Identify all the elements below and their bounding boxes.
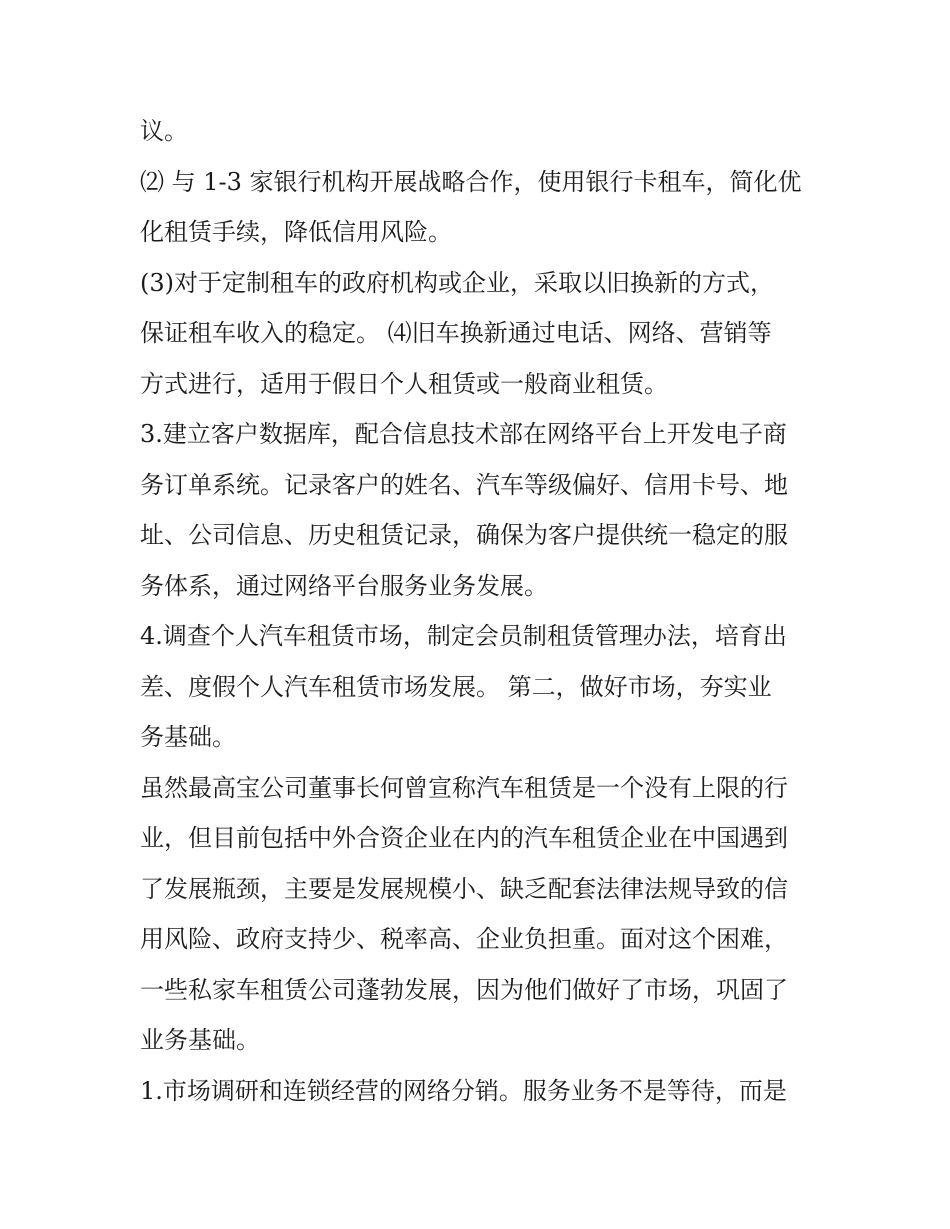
text-line: 了发展瓶颈，主要是发展规模小、缺乏配套法律法规导致的信 — [140, 874, 788, 903]
text-line: 议。 — [140, 117, 188, 145]
text-line: 虽然最高宝公司董事长何曾宣称汽车租赁是一个没有上限的行 — [140, 773, 788, 802]
text-line: 保证租车收入的稳定。 ⑷旧车换新通过电话、网络、营销等 — [140, 319, 772, 347]
text-line: 业务基础。 — [140, 1026, 260, 1054]
text-line: ⑵ 与 1-3 家银行机构开展战略合作，使用银行卡租车，简化优 — [140, 167, 802, 196]
document-body — [140, 106, 820, 1116]
text-line: 务基础。 — [140, 723, 236, 751]
text-line: 业，但目前包括中外合资企业在内的汽车租赁企业在中国遇到 — [140, 824, 788, 852]
text-line: 方式进行，适用于假日个人租赁或一般商业租赁。 — [140, 369, 668, 398]
text-line: 3.建立客户数据库，配合信息技术部在网络平台上开发电子商 — [140, 420, 787, 448]
text-line: 址、公司信息、历史租赁记录，确保为客户提供统一稳定的服 — [140, 521, 788, 549]
text-line: 化租赁手续，降低信用风险。 — [140, 218, 452, 246]
text-line: 差、度假个人汽车租赁市场发展。 第二，做好市场，夯实业 — [140, 672, 772, 701]
text-line: 务订单系统。记录客户的姓名、汽车等级偏好、信用卡号、地 — [140, 470, 788, 499]
text-line: 4.调查个人汽车租赁市场，制定会员制租赁管理办法，培育出 — [140, 622, 787, 650]
text-line: 务体系，通过网络平台服务业务发展。 — [140, 571, 548, 600]
text-line: (3)对于定制租车的政府机构或企业，采取以旧换新的方式， — [140, 268, 774, 297]
text-line: 用风险、政府支持少、税率高、企业负担重。面对这个困难， — [140, 925, 788, 953]
text-line: 一些私家车租赁公司蓬勃发展，因为他们做好了市场，巩固了 — [140, 975, 788, 1004]
text-line: 1.市场调研和连锁经营的网络分销。服务业务不是等待，而是 — [140, 1076, 787, 1105]
